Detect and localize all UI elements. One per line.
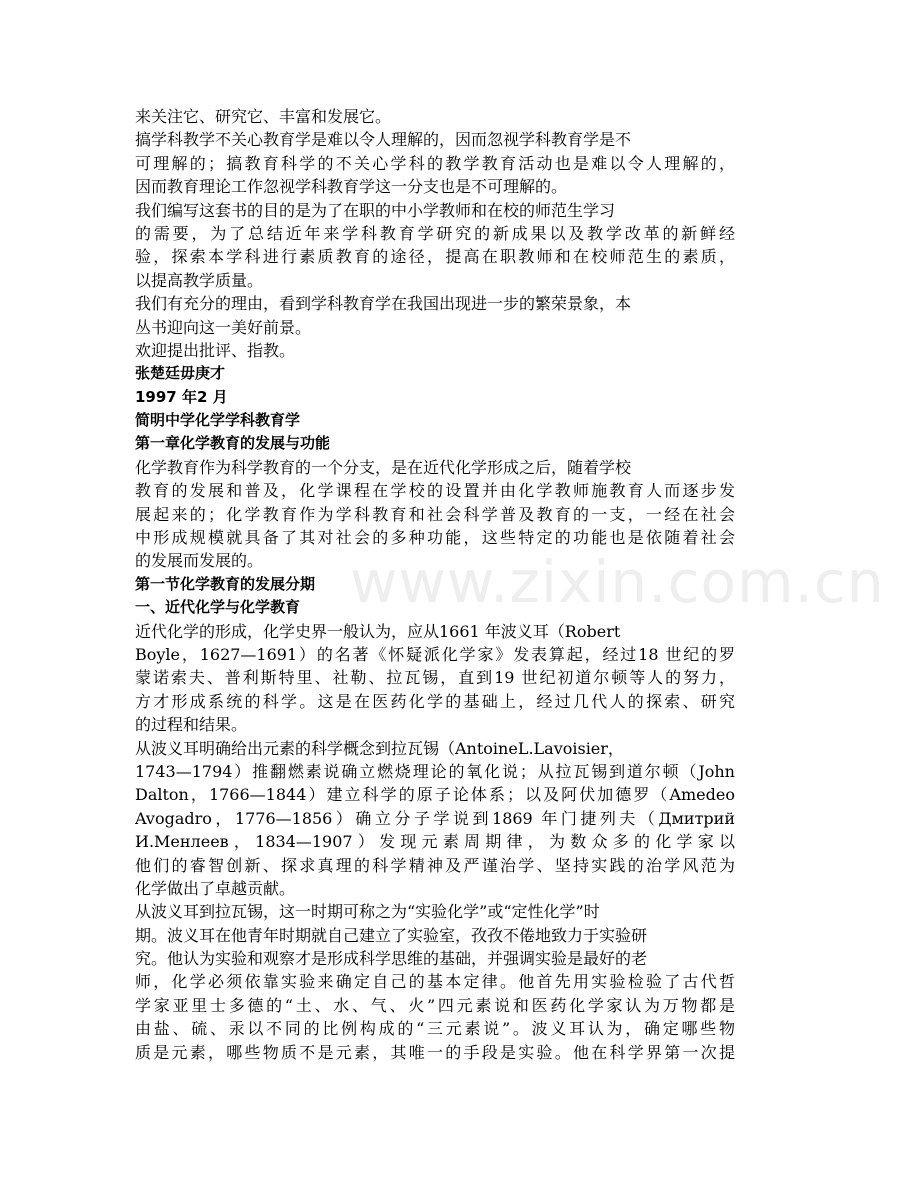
text-line: 丛书迎向这一美好前景。: [135, 317, 312, 337]
text-line: 师，化学必须依靠实验来确定自己的基本定律。他首先用实验检验了古代哲: [135, 972, 735, 992]
text-line: 我们有充分的理由，看到学科教育学在我国出现进一步的繁荣景象，本: [135, 294, 632, 314]
text-line: 中形成规模就具备了其对社会的多种功能，这些特定的功能也是依随着社会: [135, 528, 735, 548]
text-line: 近代化学的形成，化学史界一般认为，应从1661 年波义耳（Robert: [135, 621, 621, 641]
text-line: 究。他认为实验和观察才是形成科学思维的基础，并强调实验是最好的老: [135, 949, 648, 969]
heading-line: 第一章化学教育的发展与功能: [135, 434, 331, 453]
text-line: 由盐、硫、汞以不同的比例构成的“三元素说”。波义耳认为，确定哪些物: [135, 1019, 735, 1039]
text-line: 的过程和结果。: [135, 715, 248, 735]
text-line: 可理解的；搞教育科学的不关心学科的教学教育活动也是难以令人理解的，: [135, 153, 735, 173]
heading-line: 简明中学化学学科教育学: [135, 411, 301, 430]
text-line: И.Менлеев，1834—1907）发现元素周期律，为数众多的化学家以: [135, 832, 735, 852]
text-line: Boyle，1627—1691）的名著《怀疑派化学家》发表算起，经过18 世纪的罗: [135, 644, 735, 664]
heading-line: 第一节化学教育的发展分期: [135, 574, 316, 593]
text-line: 他们的睿智创新、探求真理的科学精神及严谨治学、坚持实践的治学风范为: [135, 855, 735, 875]
text-line: 化学做出了卓越贡献。: [135, 878, 296, 898]
text-line: 以提高教学质量。: [135, 270, 264, 290]
text-line: 来关注它、研究它、丰富和发展它。: [135, 107, 392, 126]
text-line: 1743—1794）推翻燃素说确立燃烧理论的氧化说；从拉瓦锡到道尔顿（John: [135, 761, 735, 781]
text-line: 方才形成系统的科学。这是在医药化学的基础上，经过几代人的探索、研究: [135, 691, 735, 711]
text-line: 蒙诺索夫、普利斯特里、社勒、拉瓦锡，直到19 世纪初道尔顿等人的努力，: [135, 668, 735, 688]
text-line: 搞学科教学不关心教育学是难以令人理解的，因而忽视学科教育学是不: [135, 130, 632, 150]
text-line: 质是元素，哪些物质不是元素，其唯一的手段是实验。他在科学界第一次提: [135, 1042, 735, 1062]
text-line: 欢迎提出批评、指教。: [135, 340, 296, 360]
text-line: 我们编写这套书的目的是为了在职的中小学教师和在校的师范生学习: [135, 200, 616, 220]
text-line: 从波义耳明确给出元素的科学概念到拉瓦锡（AntoineL.Lavoisier，: [135, 738, 624, 758]
text-line: 化学教育作为科学教育的一个分支，是在近代化学形成之后，随着学校: [135, 457, 632, 477]
text-line: 展起来的；化学教育作为学科教育和社会科学普及教育的一支，一经在社会: [135, 504, 735, 524]
watermark: www.zixin.com.cn: [350, 548, 885, 616]
text-line: 因而教育理论工作忽视学科教育学这一分支也是不可理解的。: [135, 177, 568, 197]
text-line: 的发展而发展的。: [135, 551, 264, 571]
document-body: [135, 105, 735, 1064]
text-line: 验，探索本学科进行素质教育的途径，提高在职教师和在校师范生的素质，: [135, 247, 735, 267]
text-line: Avogadro，1776—1856）确立分子学说到1869 年门捷列夫（Дмитрий: [135, 808, 735, 828]
heading-line: 张楚廷毋庚才: [135, 364, 226, 383]
text-line: 从波义耳到拉瓦锡，这一时期可称之为“实验化学”或“定性化学”时: [135, 902, 600, 922]
heading-line: 1997 年2 月: [135, 387, 228, 406]
heading-line: 一、近代化学与化学教育: [135, 598, 301, 617]
text-line: 期。波义耳在他青年时期就自己建立了实验室，孜孜不倦地致力于实验研: [135, 925, 648, 945]
text-line: 学家亚里士多德的“土、水、气、火”四元素说和医药化学家认为万物都是: [135, 995, 735, 1015]
text-line: Dalton，1766—1844）建立科学的原子论体系；以及阿伏加德罗（Amedeo: [135, 785, 735, 805]
text-line: 的需要，为了总结近年来学科教育学研究的新成果以及教学改革的新鲜经: [135, 223, 735, 243]
text-line: 教育的发展和普及，化学课程在学校的设置并由化学教师施教育人而逐步发: [135, 481, 735, 501]
